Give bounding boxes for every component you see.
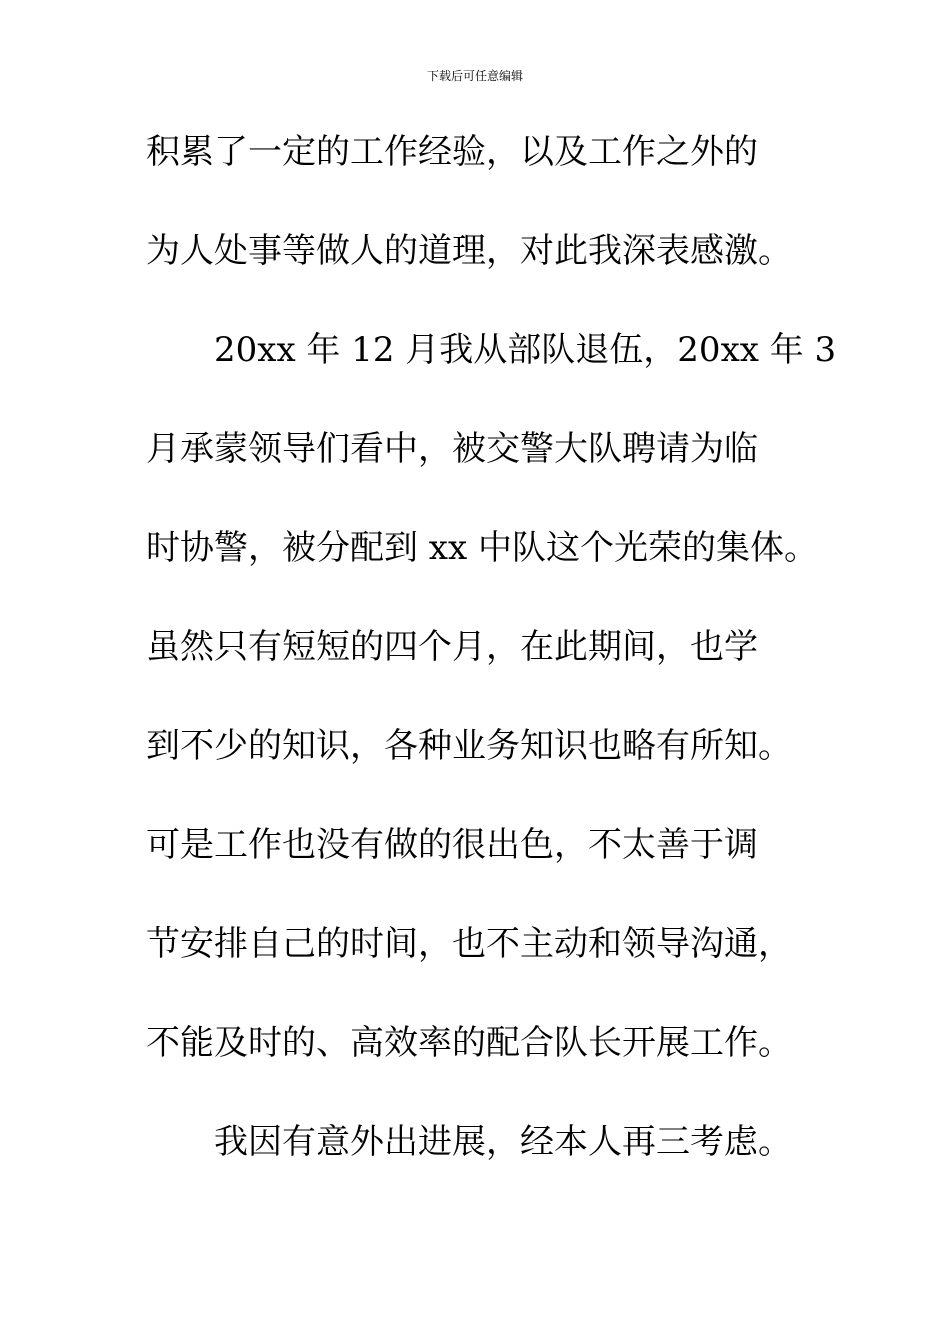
text-line: 到不少的知识，各种业务知识也略有所知。	[146, 726, 792, 766]
text-line: 20xx 年 12 月我从部队退伍，20xx 年 3	[214, 330, 837, 370]
text-line: 时协警，被分配到 xx 中队这个光荣的集体。	[146, 528, 818, 568]
text-line: 我因有意外出进展，经本人再三考虑。	[214, 1122, 792, 1162]
page-header: 下载后可任意编辑	[426, 69, 523, 83]
text-line: 虽然只有短短的四个月，在此期间，也学	[146, 627, 758, 667]
text-line: 积累了一定的工作经验，以及工作之外的	[146, 132, 758, 172]
text-line: 可是工作也没有做的很出色，不太善于调	[146, 825, 758, 865]
text-line: 不能及时的、高效率的配合队长开展工作。	[146, 1023, 792, 1063]
text-line: 为人处事等做人的道理，对此我深表感激。	[146, 231, 792, 271]
text-line: 月承蒙领导们看中，被交警大队聘请为临	[146, 429, 758, 469]
document-body	[146, 127, 836, 1216]
text-line: 节安排自己的时间，也不主动和领导沟通，	[146, 924, 792, 964]
